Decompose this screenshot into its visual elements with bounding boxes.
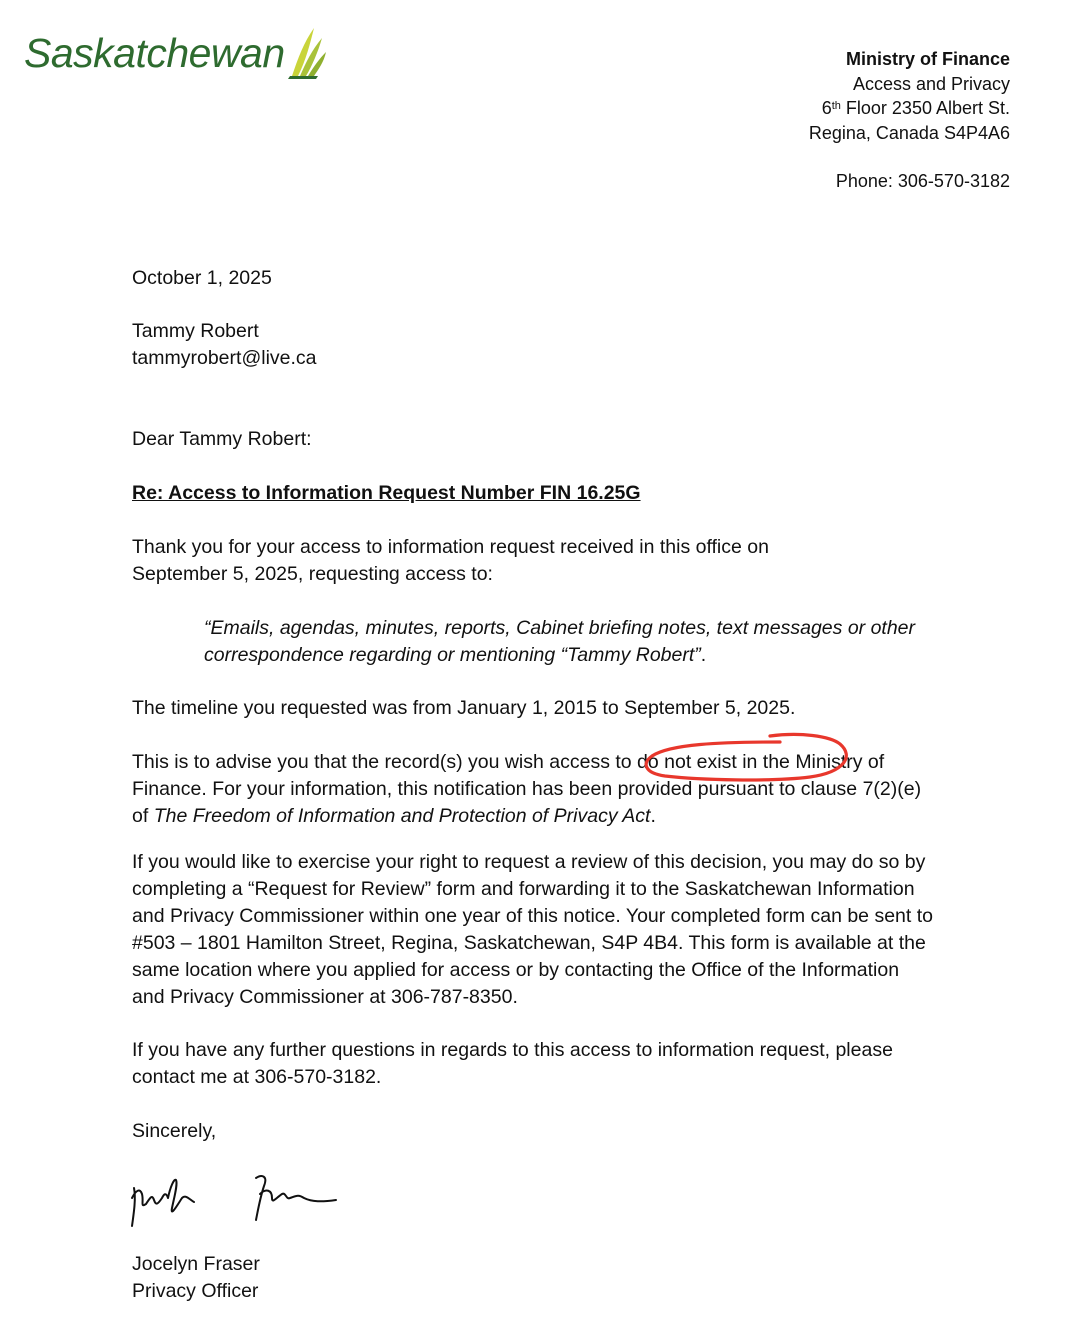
street-address [809, 96, 1010, 121]
quote-line-1: “Emails, agendas, minutes, reports, Cabinet briefing notes, text messages or other [204, 617, 916, 639]
advise-line-1: This is to advise you that the record(s) you wish access to do not exist in the Ministry of [132, 751, 885, 773]
signer-name: Jocelyn Fraser [132, 1253, 260, 1275]
phone-number: Phone: 306-570-3182 [835, 171, 1010, 191]
intro-line-2: September 5, 2025, requesting access to: [132, 563, 493, 585]
salutation: Dear Tammy Robert: [132, 428, 312, 450]
timeline-paragraph: The timeline you requested was from January 1, 2015 to September 5, 2025. [132, 697, 796, 719]
ministry-name: Ministry of Finance [845, 49, 1010, 69]
red-circle-annotation [640, 730, 855, 785]
logo-wordmark: Saskatchewan [24, 30, 285, 76]
review-paragraph [132, 849, 1022, 1011]
questions-paragraph [132, 1037, 1012, 1091]
advise-line-3-prefix: of [132, 805, 154, 827]
letter-date: October 1, 2025 [132, 267, 272, 289]
intro-line-1: Thank you for your access to information request received in this office on [132, 536, 769, 558]
quote-period: . [700, 644, 707, 666]
subject-line: Re: Access to Information Request Number FIN 16.25G [132, 482, 641, 504]
questions-line-1: If you have any further questions in regards to this access to information request, please [132, 1039, 893, 1061]
review-line-2: completing a “Request for Review” form and forwarding it to the Saskatchewan Information [132, 878, 915, 900]
advise-paragraph [132, 749, 1022, 830]
review-line-6: and Privacy Commissioner at 306-787-8350. [132, 986, 518, 1008]
recipient-name: Tammy Robert [132, 320, 259, 342]
signer-block [132, 1251, 260, 1305]
letterhead-address [809, 47, 1010, 194]
recipient-block [132, 318, 317, 372]
review-line-5: same location where you applied for access or by contacting the Office of the Information [132, 959, 900, 981]
request-quote [204, 615, 1024, 669]
advise-line-3 [132, 803, 1022, 830]
questions-line-2: contact me at 306-570-3182. [132, 1066, 382, 1088]
advise-line-3-suffix: . [650, 805, 656, 827]
review-line-3: and Privacy Commissioner within one year of this notice. Your completed form can be sent to [132, 905, 933, 927]
floor-suffix: th [831, 100, 841, 112]
closing: Sincerely, [132, 1120, 217, 1142]
review-line-4: #503 – 1801 Hamilton Street, Regina, Saskatchewan, S4P 4B4. This form is available at the [132, 932, 926, 954]
quote-line-2-text: correspondence regarding or mentioning “Tammy Robert” [204, 644, 701, 666]
act-title: The Freedom of Information and Protection of Privacy Act [153, 805, 651, 827]
recipient-email: tammyrobert@live.ca [132, 347, 317, 369]
unit-name: Access and Privacy [852, 73, 1010, 94]
signer-title: Privacy Officer [132, 1280, 259, 1302]
review-line-1: If you would like to exercise your right to request a review of this decision, you may do so by [132, 851, 926, 873]
handwritten-signature [122, 1168, 352, 1234]
floor-number: 6 [821, 98, 832, 118]
saskatchewan-logo [24, 22, 314, 84]
advise-line-2: Finance. For your information, this notification has been provided pursuant to clause 7(2)(e) [132, 778, 922, 800]
street-text: Floor 2350 Albert St. [840, 98, 1010, 118]
city-postal: Regina, Canada S4P4A6 [808, 122, 1010, 143]
intro-paragraph [132, 534, 892, 588]
quote-line-2 [204, 642, 1024, 669]
wheat-sheaf-icon [288, 24, 328, 80]
